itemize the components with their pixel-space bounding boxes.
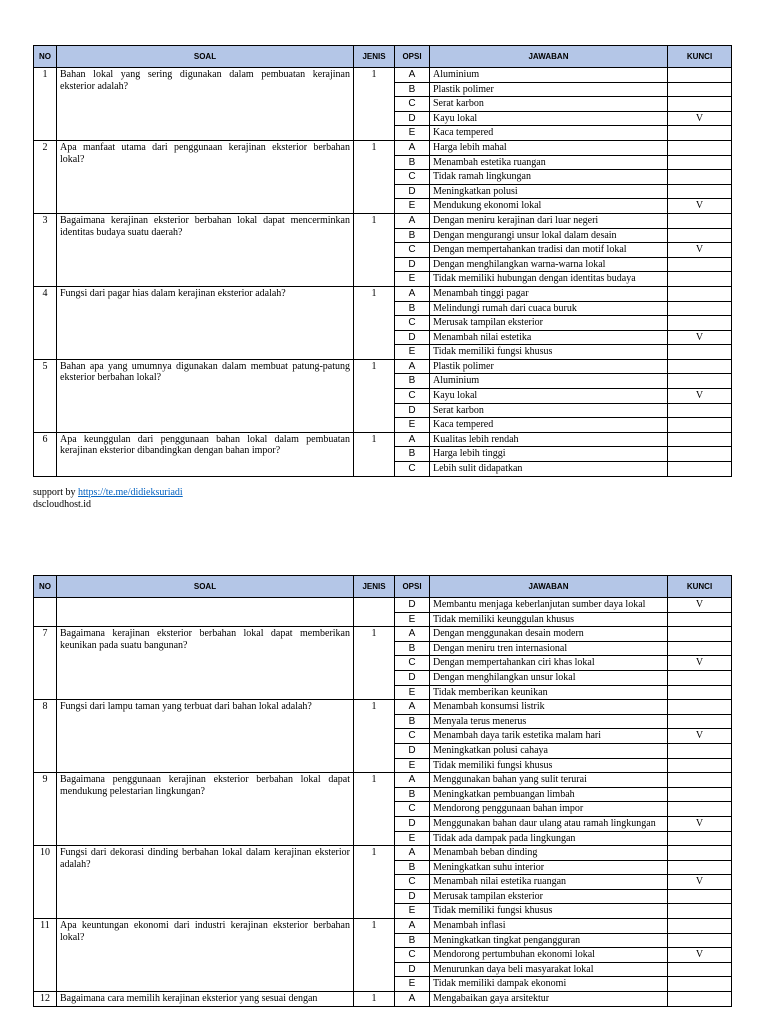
option-letter: D [395,816,430,831]
option-answer: Harga lebih tinggi [430,447,668,462]
option-letter: A [395,992,430,1007]
answer-key [668,418,732,433]
question-number: 8 [34,700,57,773]
option-letter: C [395,729,430,744]
question-number [34,598,57,627]
option-answer: Kayu lokal [430,389,668,404]
answer-key [668,345,732,360]
question-number: 9 [34,773,57,846]
question-text: Bahan apa yang umumnya digunakan dalam membuat patung-patung eksterior berbahan lokal? [57,359,354,432]
answer-key [668,700,732,715]
option-answer: Melindungi rumah dari cuaca buruk [430,301,668,316]
option-answer: Menambah nilai estetika ruangan [430,875,668,890]
question-number: 1 [34,68,57,141]
option-letter: C [395,243,430,258]
option-answer: Tidak memiliki keunggulan khusus [430,612,668,627]
answer-key [668,627,732,642]
option-answer: Meningkatkan pembuangan limbah [430,787,668,802]
option-letter: B [395,447,430,462]
answer-key: V [668,330,732,345]
answer-key [668,140,732,155]
header-jenis: JENIS [354,576,395,598]
option-letter: A [395,773,430,788]
option-letter: A [395,140,430,155]
option-letter: D [395,403,430,418]
option-letter: B [395,374,430,389]
question-type: 1 [354,773,395,846]
answer-key [668,773,732,788]
answer-key [668,462,732,477]
option-answer: Meningkatkan tingkat pengangguran [430,933,668,948]
option-letter: A [395,846,430,861]
option-answer: Dengan meniru tren internasional [430,641,668,656]
answer-key [668,787,732,802]
option-letter: B [395,860,430,875]
option-answer: Aluminium [430,374,668,389]
header-opsi: OPSI [395,576,430,598]
answer-key [668,316,732,331]
option-letter: A [395,68,430,83]
question-type: 1 [354,992,395,1007]
answer-key: V [668,948,732,963]
answer-key [668,962,732,977]
option-answer: Dengan mengurangi unsur lokal dalam desain [430,228,668,243]
option-letter: A [395,627,430,642]
option-answer: Harga lebih mahal [430,140,668,155]
option-answer: Kayu lokal [430,111,668,126]
support-text: support by [33,487,78,498]
option-letter: E [395,831,430,846]
option-letter: E [395,418,430,433]
option-letter: E [395,758,430,773]
option-letter: C [395,802,430,817]
option-letter: E [395,685,430,700]
option-letter: E [395,272,430,287]
option-row [34,627,732,642]
option-letter: D [395,111,430,126]
option-letter: E [395,904,430,919]
answer-key [668,802,732,817]
option-answer: Menambah estetika ruangan [430,155,668,170]
answer-key [668,889,732,904]
option-letter: B [395,155,430,170]
question-type: 1 [354,286,395,359]
option-letter: D [395,257,430,272]
option-answer: Meningkatkan polusi [430,184,668,199]
question-text: Apa keunggulan dari penggunaan bahan lokal dalam pembuatan kerajinan eksterior dibandingkan dengan bahan impor? [57,432,354,476]
option-letter: C [395,656,430,671]
option-letter: C [395,170,430,185]
question-text: Bagaimana penggunaan kerajinan eksterior berbahan lokal dapat mendukung pelestarian lingkungan? [57,773,354,846]
question-number: 12 [34,992,57,1007]
option-letter: E [395,612,430,627]
option-letter: A [395,213,430,228]
option-answer: Lebih sulit didapatkan [430,462,668,477]
table-header-row [34,46,732,68]
answer-key [668,97,732,112]
question-type: 1 [354,919,395,992]
answer-key [668,170,732,185]
option-answer: Dengan menggunakan desain modern [430,627,668,642]
option-answer: Tidak memiliki fungsi khusus [430,904,668,919]
option-row [34,140,732,155]
option-letter: D [395,889,430,904]
answer-key [668,374,732,389]
option-answer: Serat karbon [430,403,668,418]
question-text: Bahan lokal yang sering digunakan dalam pembuatan kerajinan eksterior adalah? [57,68,354,141]
answer-key [668,213,732,228]
answer-key [668,904,732,919]
option-row [34,919,732,934]
question-type: 1 [354,140,395,213]
answer-key: V [668,816,732,831]
option-answer: Tidak memberikan keunikan [430,685,668,700]
answer-key [668,82,732,97]
question-number: 10 [34,846,57,919]
question-text: Apa keuntungan ekonomi dari industri kerajinan eksterior berbahan lokal? [57,919,354,992]
option-answer: Plastik polimer [430,359,668,374]
option-answer: Tidak ada dampak pada lingkungan [430,831,668,846]
question-type: 1 [354,359,395,432]
header-jawaban: JAWABAN [430,576,668,598]
option-letter: A [395,286,430,301]
answer-key [668,286,732,301]
option-row [34,213,732,228]
header-kunci: KUNCI [668,576,732,598]
answer-key [668,432,732,447]
question-type: 1 [354,432,395,476]
site-name: dscloudhost.id [33,499,92,510]
answer-key [668,992,732,1007]
support-line [33,487,183,499]
answer-key: V [668,598,732,613]
option-answer: Merusak tampilan eksterior [430,316,668,331]
option-letter: B [395,228,430,243]
option-letter: B [395,787,430,802]
answer-key [668,919,732,934]
option-answer: Menambah daya tarik estetika malam hari [430,729,668,744]
answer-key [668,403,732,418]
option-answer: Menggunakan bahan daur ulang atau ramah lingkungan [430,816,668,831]
option-letter: D [395,743,430,758]
option-letter: C [395,316,430,331]
option-answer: Meningkatkan suhu interior [430,860,668,875]
answer-key [668,977,732,992]
header-soal: SOAL [57,46,354,68]
question-text: Bagaimana kerajinan eksterior berbahan lokal dapat memberikan keunikan pada suatu bangunan? [57,627,354,700]
answer-key [668,846,732,861]
answer-key [668,641,732,656]
question-type: 1 [354,627,395,700]
option-letter: C [395,97,430,112]
answer-key: V [668,111,732,126]
header-jenis: JENIS [354,46,395,68]
header-opsi: OPSI [395,46,430,68]
option-answer: Menambah inflasi [430,919,668,934]
option-answer: Merusak tampilan eksterior [430,889,668,904]
option-answer: Dengan mempertahankan ciri khas lokal [430,656,668,671]
option-answer: Mengabaikan gaya arsitektur [430,992,668,1007]
option-letter: D [395,962,430,977]
answer-key: V [668,389,732,404]
answer-key [668,447,732,462]
option-letter: E [395,199,430,214]
footer [33,487,183,511]
question-number: 3 [34,213,57,286]
option-letter: D [395,598,430,613]
option-answer: Tidak memiliki fungsi khusus [430,758,668,773]
answer-key: V [668,729,732,744]
answer-key [668,301,732,316]
option-letter: D [395,330,430,345]
option-answer: Menyala terus menerus [430,714,668,729]
option-answer: Kaca tempered [430,418,668,433]
question-number: 6 [34,432,57,476]
option-letter: C [395,389,430,404]
answer-key [668,685,732,700]
option-answer: Dengan meniru kerajinan dari luar negeri [430,213,668,228]
option-answer: Dengan mempertahankan tradisi dan motif lokal [430,243,668,258]
option-answer: Menambah tinggi pagar [430,286,668,301]
answer-key: V [668,875,732,890]
option-answer: Menambah konsumsi listrik [430,700,668,715]
option-row [34,432,732,447]
option-letter: D [395,184,430,199]
option-row [34,68,732,83]
option-letter: A [395,359,430,374]
answer-key [668,68,732,83]
option-answer: Dengan menghilangkan warna-warna lokal [430,257,668,272]
option-answer: Menurunkan daya beli masyarakat lokal [430,962,668,977]
question-text: Bagaimana cara memilih kerajinan eksterior yang sesuai dengan [57,992,354,1007]
table-header-row [34,576,732,598]
question-rows [34,598,732,1007]
option-letter: E [395,977,430,992]
option-row [34,992,732,1007]
question-number: 7 [34,627,57,700]
option-letter: C [395,462,430,477]
header-no: NO [34,576,57,598]
question-type: 1 [354,846,395,919]
question-text: Fungsi dari pagar hias dalam kerajinan eksterior adalah? [57,286,354,359]
answer-key [668,714,732,729]
option-answer: Tidak memiliki dampak ekonomi [430,977,668,992]
question-text [57,598,354,627]
answer-key [668,126,732,141]
option-letter: E [395,126,430,141]
option-letter: B [395,641,430,656]
question-type: 1 [354,213,395,286]
header-no: NO [34,46,57,68]
question-text: Apa manfaat utama dari penggunaan kerajinan eksterior berbahan lokal? [57,140,354,213]
question-text: Fungsi dari dekorasi dinding berbahan lokal dalam kerajinan eksterior adalah? [57,846,354,919]
header-jawaban: JAWABAN [430,46,668,68]
answer-key [668,184,732,199]
option-letter: E [395,345,430,360]
answer-key: V [668,243,732,258]
option-letter: B [395,82,430,97]
option-row [34,359,732,374]
option-answer: Serat karbon [430,97,668,112]
header-soal: SOAL [57,576,354,598]
option-answer: Meningkatkan polusi cahaya [430,743,668,758]
answer-key [668,155,732,170]
answer-key [668,228,732,243]
answer-key: V [668,199,732,214]
option-letter: A [395,919,430,934]
option-answer: Kualitas lebih rendah [430,432,668,447]
option-letter: D [395,670,430,685]
option-row [34,846,732,861]
option-letter: B [395,301,430,316]
option-answer: Mendorong pertumbuhan ekonomi lokal [430,948,668,963]
answer-key [668,743,732,758]
answer-key [668,612,732,627]
option-answer: Plastik polimer [430,82,668,97]
answer-key [668,359,732,374]
question-table-page-1 [33,45,732,477]
question-number: 2 [34,140,57,213]
option-letter: A [395,432,430,447]
question-type [354,598,395,627]
answer-key: V [668,656,732,671]
answer-key [668,257,732,272]
question-type: 1 [354,700,395,773]
option-letter: B [395,714,430,729]
option-answer: Aluminium [430,68,668,83]
answer-key [668,272,732,287]
question-text: Fungsi dari lampu taman yang terbuat dari bahan lokal adalah? [57,700,354,773]
option-answer: Kaca tempered [430,126,668,141]
answer-key [668,670,732,685]
answer-key [668,933,732,948]
option-answer: Tidak memiliki hubungan dengan identitas budaya [430,272,668,287]
option-answer: Menambah nilai estetika [430,330,668,345]
option-letter: A [395,700,430,715]
answer-key [668,860,732,875]
question-text: Bagaimana kerajinan eksterior berbahan lokal dapat mencerminkan identitas budaya suatu daerah? [57,213,354,286]
question-rows [34,68,732,477]
question-number: 5 [34,359,57,432]
option-row [34,773,732,788]
answer-key [668,758,732,773]
question-table-page-2 [33,575,732,1007]
answer-key [668,831,732,846]
option-letter: C [395,948,430,963]
question-number: 11 [34,919,57,992]
option-row [34,598,732,613]
option-answer: Tidak ramah lingkungan [430,170,668,185]
header-kunci: KUNCI [668,46,732,68]
option-row [34,286,732,301]
option-row [34,700,732,715]
option-letter: C [395,875,430,890]
question-type: 1 [354,68,395,141]
option-letter: B [395,933,430,948]
option-answer: Menggunakan bahan yang sulit terurai [430,773,668,788]
option-answer: Membantu menjaga keberlanjutan sumber daya lokal [430,598,668,613]
option-answer: Dengan menghilangkan unsur lokal [430,670,668,685]
option-answer: Tidak memiliki fungsi khusus [430,345,668,360]
option-answer: Menambah beban dinding [430,846,668,861]
question-number: 4 [34,286,57,359]
support-link[interactable]: https://te.me/didieksuriadi [78,487,183,498]
option-answer: Mendukung ekonomi lokal [430,199,668,214]
option-answer: Mendorong penggunaan bahan impor [430,802,668,817]
